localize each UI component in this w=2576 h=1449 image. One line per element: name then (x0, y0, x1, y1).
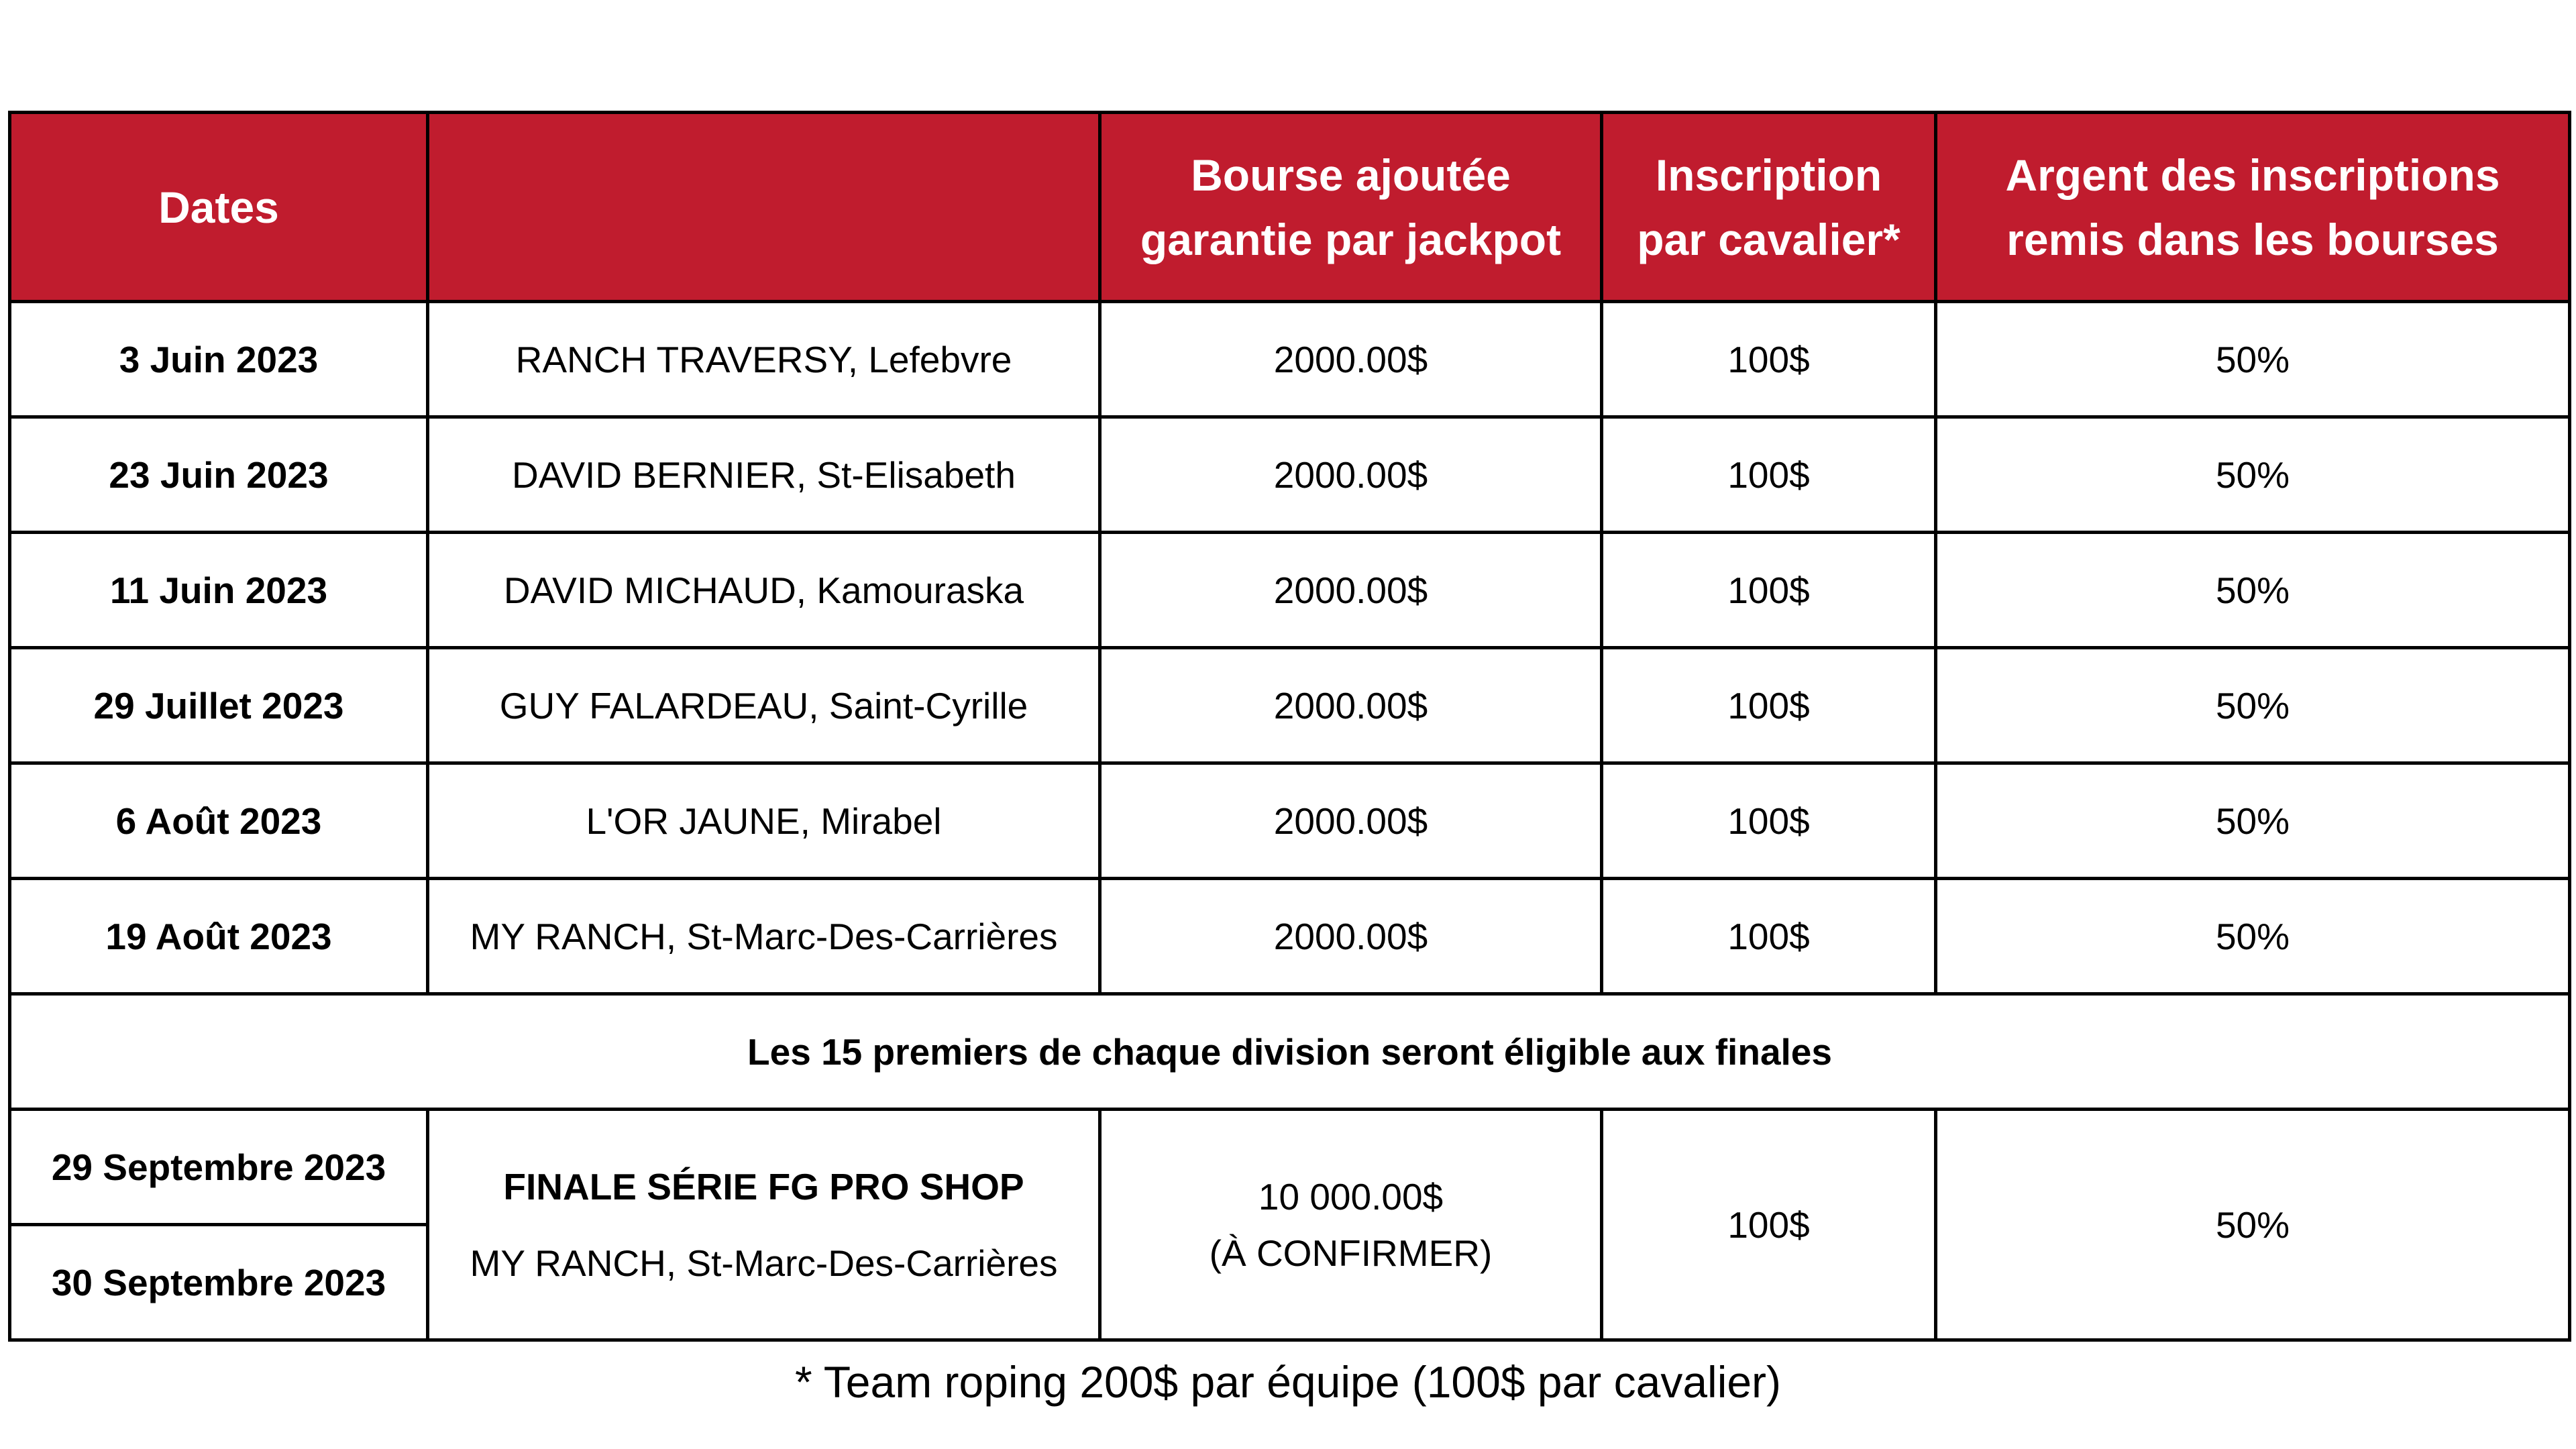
header-refund-line-1: Argent des inscriptions (2005, 150, 2500, 200)
finale-row (10, 1110, 2570, 1225)
row-refund: 50% (1936, 879, 2570, 994)
row-venue: L'OR JAUNE, Mirabel (428, 763, 1100, 879)
row-venue: RANCH TRAVERSY, Lefebvre (428, 302, 1100, 417)
row-date: 6 Août 2023 (10, 763, 428, 879)
row-date: 3 Juin 2023 (10, 302, 428, 417)
finale-refund: 50% (1936, 1110, 2570, 1340)
row-venue: MY RANCH, St-Marc-Des-Carrières (428, 879, 1100, 994)
finals-eligibility-notice: Les 15 premiers de chaque division seront éligible aux finales (10, 994, 2570, 1110)
table-header-row (10, 113, 2570, 302)
team-roping-footnote: * Team roping 200$ par équipe (100$ par cavalier) (794, 1357, 1782, 1407)
header-entry-line-2: par cavalier* (1637, 214, 1900, 264)
header-entry (1602, 113, 1936, 302)
header-purse-line-1: Bourse ajoutée (1191, 150, 1511, 200)
table-row (10, 879, 2570, 994)
row-purse: 2000.00$ (1100, 648, 1602, 763)
finale-venue (428, 1110, 1100, 1340)
table-row (10, 763, 2570, 879)
row-purse: 2000.00$ (1100, 533, 1602, 648)
event-schedule-table (8, 111, 2571, 1342)
row-venue: DAVID MICHAUD, Kamouraska (428, 533, 1100, 648)
row-entry: 100$ (1602, 417, 1936, 533)
finale-purse-note: (À CONFIRMER) (1209, 1232, 1493, 1274)
row-purse: 2000.00$ (1100, 302, 1602, 417)
finale-entry: 100$ (1602, 1110, 1936, 1340)
finale-date-2: 30 Septembre 2023 (10, 1225, 428, 1340)
row-refund: 50% (1936, 302, 2570, 417)
row-date: 11 Juin 2023 (10, 533, 428, 648)
row-refund: 50% (1936, 533, 2570, 648)
row-date: 19 Août 2023 (10, 879, 428, 994)
notice-row (10, 994, 2570, 1110)
header-refund (1936, 113, 2570, 302)
table-row (10, 648, 2570, 763)
row-venue: GUY FALARDEAU, Saint-Cyrille (428, 648, 1100, 763)
row-entry: 100$ (1602, 879, 1936, 994)
row-entry: 100$ (1602, 763, 1936, 879)
finale-location: MY RANCH, St-Marc-Des-Carrières (470, 1242, 1058, 1284)
row-refund: 50% (1936, 417, 2570, 533)
row-date: 23 Juin 2023 (10, 417, 428, 533)
finale-purse (1100, 1110, 1602, 1340)
finale-date-1: 29 Septembre 2023 (10, 1110, 428, 1225)
row-date: 29 Juillet 2023 (10, 648, 428, 763)
finale-purse-amount: 10 000.00$ (1258, 1175, 1444, 1218)
header-purse (1100, 113, 1602, 302)
header-refund-line-2: remis dans les bourses (2006, 214, 2499, 264)
row-entry: 100$ (1602, 648, 1936, 763)
row-entry: 100$ (1602, 533, 1936, 648)
table-row (10, 417, 2570, 533)
header-dates: Dates (10, 113, 428, 302)
row-refund: 50% (1936, 648, 2570, 763)
row-venue: DAVID BERNIER, St-Elisabeth (428, 417, 1100, 533)
row-entry: 100$ (1602, 302, 1936, 417)
row-purse: 2000.00$ (1100, 763, 1602, 879)
header-venue (428, 113, 1100, 302)
table-row (10, 533, 2570, 648)
row-refund: 50% (1936, 763, 2570, 879)
finale-title: FINALE SÉRIE FG PRO SHOP (503, 1165, 1024, 1208)
header-entry-line-1: Inscription (1655, 150, 1882, 200)
table-row (10, 302, 2570, 417)
row-purse: 2000.00$ (1100, 879, 1602, 994)
row-purse: 2000.00$ (1100, 417, 1602, 533)
header-purse-line-2: garantie par jackpot (1140, 214, 1562, 264)
